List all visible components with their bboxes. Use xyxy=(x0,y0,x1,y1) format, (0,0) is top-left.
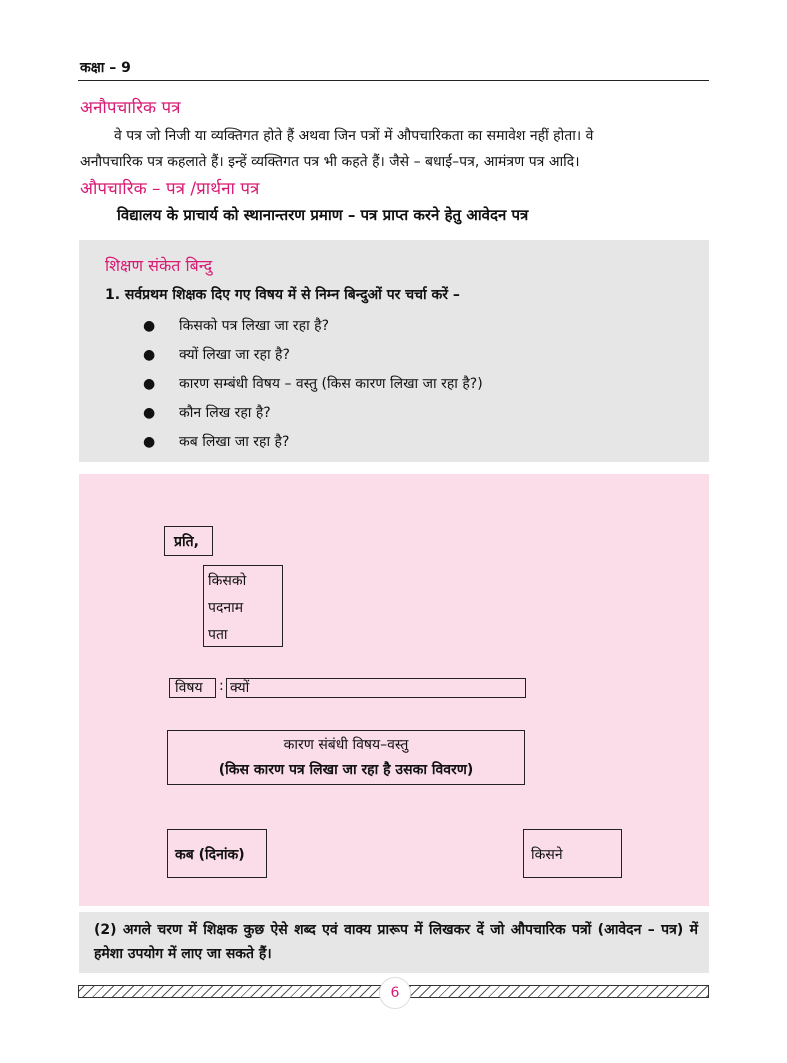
bullet-item xyxy=(143,316,329,335)
address-line: पदनाम xyxy=(208,600,244,616)
bullet-dot-icon: ● xyxy=(143,376,156,392)
subject-label-box: विषय xyxy=(169,678,216,698)
subject-colon: : xyxy=(219,678,224,694)
informal-letter-heading: अनौपचारिक पत्र xyxy=(80,98,181,118)
page-number: 6 xyxy=(379,977,411,1009)
formal-letter-subheading: विद्यालय के प्राचार्य को स्थानान्तरण प्रमाण – पत्र प्राप्त करने हेतु आवेदन पत्र xyxy=(117,206,529,224)
sender-box: किसने xyxy=(523,829,622,878)
paragraph-line-1: वे पत्र जो निजी या व्यक्तिगत होते हैं अथवा जिन पत्रों में औपचारिकता का समावेश नहीं होता। वे xyxy=(114,128,594,144)
bullet-dot-icon: ● xyxy=(143,318,156,334)
date-box: कब (दिनांक) xyxy=(167,829,267,878)
bullet-text: किसको पत्र लिखा जा रहा है? xyxy=(179,318,330,334)
subject-value-box: क्यों xyxy=(226,678,526,698)
bullet-text: क्यों लिखा जा रहा है? xyxy=(179,347,290,363)
paragraph-line-2: अनौपचारिक पत्र कहलाते हैं। इन्हें व्यक्तिगत पत्र भी कहते हैं। जैसे – बधाई–पत्र, आमंत्रण पत्र आदि। xyxy=(80,154,580,170)
header-divider xyxy=(78,80,709,81)
bullet-text: कौन लिख रहा है? xyxy=(179,405,271,421)
content-line-1: कारण संबंधी विषय–वस्तु xyxy=(283,737,409,753)
bullet-item xyxy=(143,374,483,393)
bullet-text: कारण सम्बंधी विषय – वस्तु (किस कारण लिखा जा रहा है?) xyxy=(179,376,483,392)
class-label: कक्षा – 9 xyxy=(80,60,131,76)
formal-letter-heading: औपचारिक – पत्र /प्रार्थना पत्र xyxy=(80,179,260,199)
bullet-text: कब लिखा जा रहा है? xyxy=(179,434,290,450)
bullet-item xyxy=(143,403,271,422)
letter-content-box xyxy=(167,730,525,785)
address-line: किसको xyxy=(208,573,247,589)
bullet-item xyxy=(143,432,289,451)
recipient-address-box xyxy=(203,565,283,647)
address-line: पता xyxy=(208,627,228,643)
step-2-text: (2) अगले चरण में शिक्षक कुछ ऐसे शब्द एवं वाक्य प्रारूप में लिखकर दें जो औपचारिक पत्रों (आवेदन – पत्र) में हमेशा उपयोग में लाए जा सकते हैं। xyxy=(94,922,698,962)
bullet-dot-icon: ● xyxy=(143,347,156,363)
bullet-item xyxy=(143,345,290,364)
informal-letter-paragraph xyxy=(80,123,710,175)
bullet-dot-icon: ● xyxy=(143,434,156,450)
prati-box: प्रति, xyxy=(164,526,213,556)
teaching-points-title: शिक्षण संकेत बिन्दु xyxy=(105,256,213,275)
teaching-point-1: 1. सर्वप्रथम शिक्षक दिए गए विषय में से निम्न बिन्दुओं पर चर्चा करें – xyxy=(105,287,460,303)
content-line-2: (किस कारण पत्र लिखा जा रहा है उसका विवरण) xyxy=(218,762,474,778)
bullet-dot-icon: ● xyxy=(143,405,156,421)
